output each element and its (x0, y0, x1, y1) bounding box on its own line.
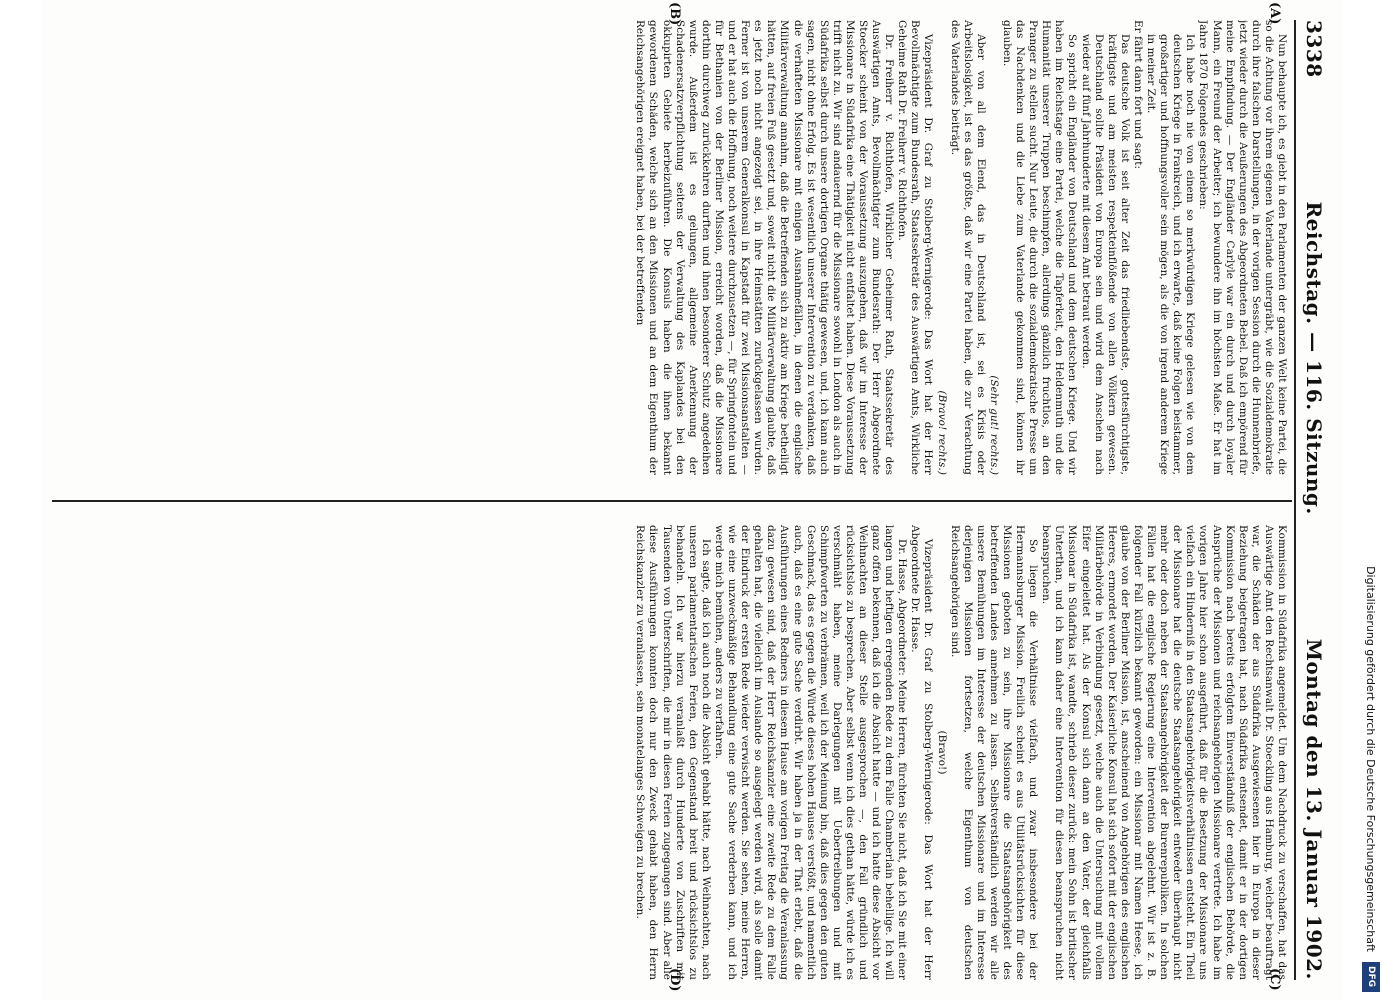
left-column (58, 20, 1288, 475)
paragraph: So spricht ein Engländer von Deutschland und dem deutschen Kriege. Und wir haben im Reichstage eine Partei, welche die Tapferkeit, den Heldenmuth und die Humanität unserer Truppen beschimpfen, allerdings gänzlich fruchtlos, an den Pranger zu stellen sucht. Nur Leute, die durch die sozialdemokratische Presse um das Nachdenken und die Liebe zum Vaterlande gekommen sind, können ihr glauben. (1001, 20, 1079, 475)
right-column (58, 525, 1288, 980)
page-title: Reichstag. — 116. Sitzung. (1302, 201, 1326, 515)
speech: Dr. Freiherr v. Richthofen, Wirklicher Geheimer Rath, Staatssekretär des Auswärtigen Amts, Bevollmächtigter zum Bundesrath: Der Herr Abgeordnete Stoecker scheint von der Voraussetzung auszugehen, daß wir im Interesse der Missionare in Südafrika eine Thätigkeit nicht entfaltet haben. Diese Voraussetzung trifft nicht zu. Wir sind andauernd für die Missionare sowohl in London als auch in Südafrika selbst durch unsere dortigen Organe thätig gewesen, und, ich kann auch sagen, nicht ohne Erfolg. Es ist wesentlich unserer Intervention zu verdanken, daß die verhafteten Missionare mit einigen Ausnahmefällen, in denen die englische Militärverwaltung annahm, daß die Betreffenden sich zu aktiv am Kriege betheiligt hätten, auf freien Fuß gesetzt und, soweit nicht die Militärverwaltung glaubte, daß es jetzt noch nicht angezeigt sei, in ihre Heimstätten zurückgelassen wurden. Ferner ist von unserem Generalkonsul in Kapstadt für zwei Missionsanstalten — und er hat auch die Hoffnung, noch weitere durchzusetzen —, für Springfontein und für Bethanien von der Berliner Mission, erreicht worden, daß die Missionare dorthin durchweg zurückkehren durften und ihnen besonderer Schutz angedeihen wurde. Außerdem ist es gelungen, allgemeine Anerkennung der Schadenersatzverpflichtung seitens der Verwaltung des Kaplandes bei den okkupirten Gebiete herbeizuführen. Die Konsuls haben die ihnen bekannt gewordenen Schäden, welche sich an den Missionen und an dem Eigenthum der Reichsangehörigen ereignet haben, bei der betreffenden (634, 20, 896, 475)
paragraph: Aber von all dem Elend, das in Deutschland ist, sei es Krisis oder Arbeitslosigkeit, ist es das größte, daß wir eine Partei haben, die zur Verachtung des Vaterlandes beiträgt. (948, 20, 987, 475)
reaction-note: (Sehr gut! rechts.) (987, 375, 1000, 475)
speaker-intro: Vizepräsident Dr. Graf zu Stolberg-Wernigerode: Das Wort hat der Herr Abgeordnete Dr. Hasse. (909, 525, 935, 980)
header-rule (1294, 20, 1296, 980)
paragraph: Kommission in Südafrika angemeldet. Um dem Nachdruck zu verschaffen, hat das Auswärtige Amt den Rechtsanwalt Dr. Stoeckling aus Hamburg, welcher beauftragt war, die Schäden der aus Südafrika Ausgewiesenen hier in Europa in dieser Beziehung beigetragen hat, nach Südafrika entsendet, damit er in der dortigen Kommission nach bereits erfolgtem Einverständniß der englischen Behörde, die Ansprüche der Missionen und reichsangehörigen Missionare vertrete. Ich habe im vorigen Jahre hier schon ausgeführt, daß für die Besetzung der Missionare uns vielfach ein Hinderniß in den Staatsangehörigkeitsverhältnissen entsteht. Ein Theil der Missionare hat die deutsche Staatsangehörigkeit entweder überhaupt nicht mehr oder doch neben der Staatsangehörigkeit der Burenrepubliken. In solchen Fällen hat die englische Regierung eine Intervention abgelehnt. Wir ist z. B. folgender Fall kürzlich bekannt geworden: ein Missionar mit Namen Heese, ich glaube von der Berliner Mission, ist, anscheinend von Angehörigen des englischen Heeres, ermordet worden. Der Kaiserliche Konsul hat sich sofort mit der englischen Militärbehörde in Verbindung gesetzt, welche auch die Untersuchung mit vollem Eifer eingeleitet hat. Als der Konsul sich dann an den Vater, der gleichfalls Missionar in Südafrika ist, wandte, schrieb dieser zurück: mein Sohn ist britischer Unterthan, und ich kann daher eine Intervention für diesen beanspruchen nicht beanspruchen. (1040, 525, 1288, 980)
session-date: Montag den 13. Januar 1902. (1302, 638, 1326, 980)
margin-mark-b: (B) (667, 2, 682, 26)
credit-text: Digitalisierung gefördert durch die Deutsche Forschungsgemeinschaft (1364, 566, 1377, 952)
margin-mark-a: (A) (1267, 2, 1282, 25)
page-header (1300, 20, 1328, 980)
quote: Ich habe noch nie von einem so merkwürdigen Kriege gelesen wie von dem deutschen Kriege in Frankreich, und ich erwarte, daß keine Folgen beistammer, großartiger und hoffnungsvoller sein mögen, als die von irgend anderem Kriege in meiner Zeit. (1145, 34, 1197, 475)
margin-mark-c: (C) (1267, 968, 1282, 991)
speech: Dr. Hasse, Abgeordneter: Meine Herren, fürchten Sie nicht, daß ich Sie mit einer langen und heftigen erregenden Rede zu dem Falle Chamberlain behellige. Ich will ganz offen bekennen, daß ich die Absicht hatte — und ich hatte diese Absicht vor Weihnachten an dieser Stelle ausgesprochen —, den Fall gründlich und rücksichtslos zu besprechen. Aber selbst wenn ich dies gethan hätte, würde ich es verschmäht haben, meine Darlegungen mit Uebertreibungen und mit Schimpfworten zu verbrämen, weil ich der Meinung bin, daß dies gegen den guten Geschmack, das es gegen die Würde dieses hohen Hauses verstößt, und namentlich auch, daß es eine gute Sache verdirbt. Wir haben ja in der That erlebt, daß die Ausführungen eines Redners in diesem Hause am vorigen Freitag die Veranlassung dazu gewesen sind, daß der Herr Reichskanzler eine zweite Rede zu dem Falle gehalten hat, die vielleicht im Auslande so ausgelegt werden wird, als solle damit der Eindruck der ersten Rede wieder verwischt werden. Sie sehen, meine Herren, wie eine unzweckmäßige Behandlung eine gute Sache verderben kann, und ich werde mich bemühen, anders zu verfahren. (712, 525, 909, 980)
margin-mark-d: (D) (667, 968, 682, 992)
column-divider (52, 500, 1292, 502)
speech: Ich sagte, daß ich auch noch die Absicht gehabt hätte, nach Weihnachten, nach unseren parlamentarischen Ferien, den Gegenstand breit und rücksichtslos zu behandeln. Ich war hierzu veranlaßt durch Hunderte von Zuschriften mit Tausenden von Unterschriften, die mir in diesen Ferien zugegangen sind. Aber alle diese Ausführungen konnten doch nur den Zweck gehabt haben, den Herrn Reichskanzler zu veranlassen, sein monatelanges Schweigen zu brechen. (634, 525, 712, 980)
speaker-intro: Vizepräsident Dr. Graf zu Stolberg-Wernigerode: Das Wort hat der Herr Bevollmächtigte zum Bundesrath, Staatssekretär des Auswärtigen Amts, Wirkliche Geheime Rath Dr. Freiherr v. Richthofen. (896, 20, 935, 475)
reaction-note: (Bravo! rechts.) (935, 390, 948, 475)
paragraph: Nun behaupte ich, es giebt in den Parlamenten der ganzen Welt keine Partei, die so die Achtung vor ihrem eigenen Vaterlande untergräbt, wie die Sozialdemokratie durch ihre falschen Darstellungen, in der vorigen Session durch die Hunnenbriefe, jetzt wieder durch die Aeußerungen des Abgeordneten Bebel. Daß ich empörend für meine Empfindung. — Der Engländer Carlyle war ein durch und durch loyaler Mann, ein Freund der Arbeiter; ich bewundere ihn im höchsten Maße. Er hat im Jahre 1870 Folgendes geschrieben: (1197, 20, 1288, 475)
newspaper-page (42, 0, 1342, 1000)
reaction-note: (Bravo!) (935, 730, 948, 775)
dfg-logo: DFG (1362, 962, 1380, 992)
quote: Das deutsche Volk ist seit alter Zeit das friedliebendste, gottesfürchtigste, kräftigste und am meisten respekteinflößende von allen Völkern gewesen. Deutschland sollte Präsident von Europa sein und wird dem Anschein nach wieder auf fünf Jahrhunderte mit diesem Amt betraut werden. (1079, 34, 1131, 475)
paragraph: So liegen die Verhältnisse vielfach, und zwar insbesondere bei der Hermannsburger Mission. Freilich scheint es aus Utilitätsrücksichten für diese Missionen geboten zu sein, ihre Missionare die Staatsangehörigkeit des betreffenden Landes annehmen zu lassen. Selbstverständlich werden wir alle unsere Bemühungen im Interesse der deutschen Missionare und im Interesse derjenigen Missionen fortsetzen, welche Eigenthum von deutschen Reichsangehörigen sind. (948, 525, 1040, 980)
digitization-credit (1360, 0, 1380, 1000)
page-number: 3338 (1302, 20, 1326, 78)
paragraph: Er fährt dann fort und sagt: (1131, 20, 1144, 170)
